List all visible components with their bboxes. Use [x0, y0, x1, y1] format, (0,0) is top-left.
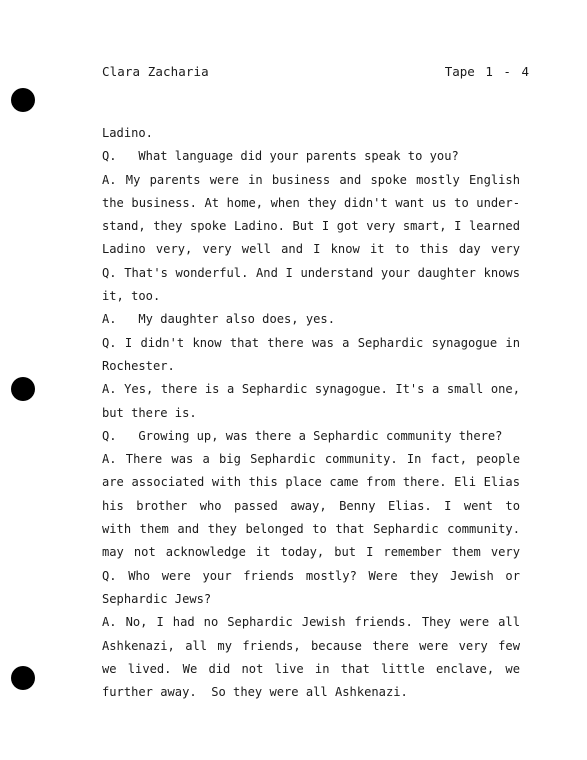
transcript-line: Q. What language did your parents speak to you?	[102, 149, 459, 164]
transcript-line: stand, they spoke Ladino. But I got very smart, I learned	[102, 219, 520, 234]
interviewee-name: Clara Zacharia	[102, 64, 209, 79]
transcript-line: Ladino.	[102, 126, 153, 140]
transcript-line: may not acknowledge it today, but I remember them very	[102, 545, 520, 560]
transcript-line: his brother who passed away, Benny Elias. I went to	[102, 498, 520, 513]
transcript-line: Q. Who were your friends mostly? Were they Jewish or	[102, 568, 520, 583]
transcript-line: with them and they belonged to that Sephardic community.	[102, 522, 520, 537]
transcript-line: A. No, I had no Sephardic Jewish friends. They were all	[102, 615, 520, 630]
transcript-line: it, too.	[102, 289, 161, 304]
transcript-line: A. There was a big Sephardic community. In fact, people	[102, 452, 520, 467]
transcript-line: are associated with this place came from there. Eli Elias	[102, 475, 520, 490]
transcript-line: but there is.	[102, 405, 197, 420]
tape-number: Tape 1 - 4	[444, 64, 529, 79]
transcript-line: Ladino very, very well and I know it to this day very	[102, 242, 520, 257]
transcript-line: Q. Growing up, was there a Sephardic community there?	[102, 428, 503, 443]
transcript-line: Sephardic Jews?	[102, 591, 212, 606]
transcript-line: Ashkenazi, all my friends, because there were very few	[102, 638, 520, 653]
transcript-line: further away. So they were all Ashkenazi.	[102, 685, 408, 700]
transcript-line: A. Yes, there is a Sephardic synagogue. It's a small one,	[102, 382, 520, 397]
binder-hole-top	[11, 88, 35, 112]
transcript-line: we lived. We did not live in that little enclave, we	[102, 661, 520, 676]
binder-hole-bottom	[11, 666, 35, 690]
transcript-line: A. My parents were in business and spoke mostly English	[102, 172, 520, 187]
transcript-line: Rochester.	[102, 358, 175, 373]
binder-hole-middle	[11, 377, 35, 401]
transcript-line: A. My daughter also does, yes.	[102, 312, 335, 327]
transcript-line: Q. I didn't know that there was a Sephardic synagogue in	[102, 335, 520, 350]
transcript-line: the business. At home, when they didn't want us to under-	[102, 195, 520, 210]
transcript-line: Q. That's wonderful. And I understand your daughter knows	[102, 265, 520, 280]
transcript-body	[102, 122, 520, 704]
